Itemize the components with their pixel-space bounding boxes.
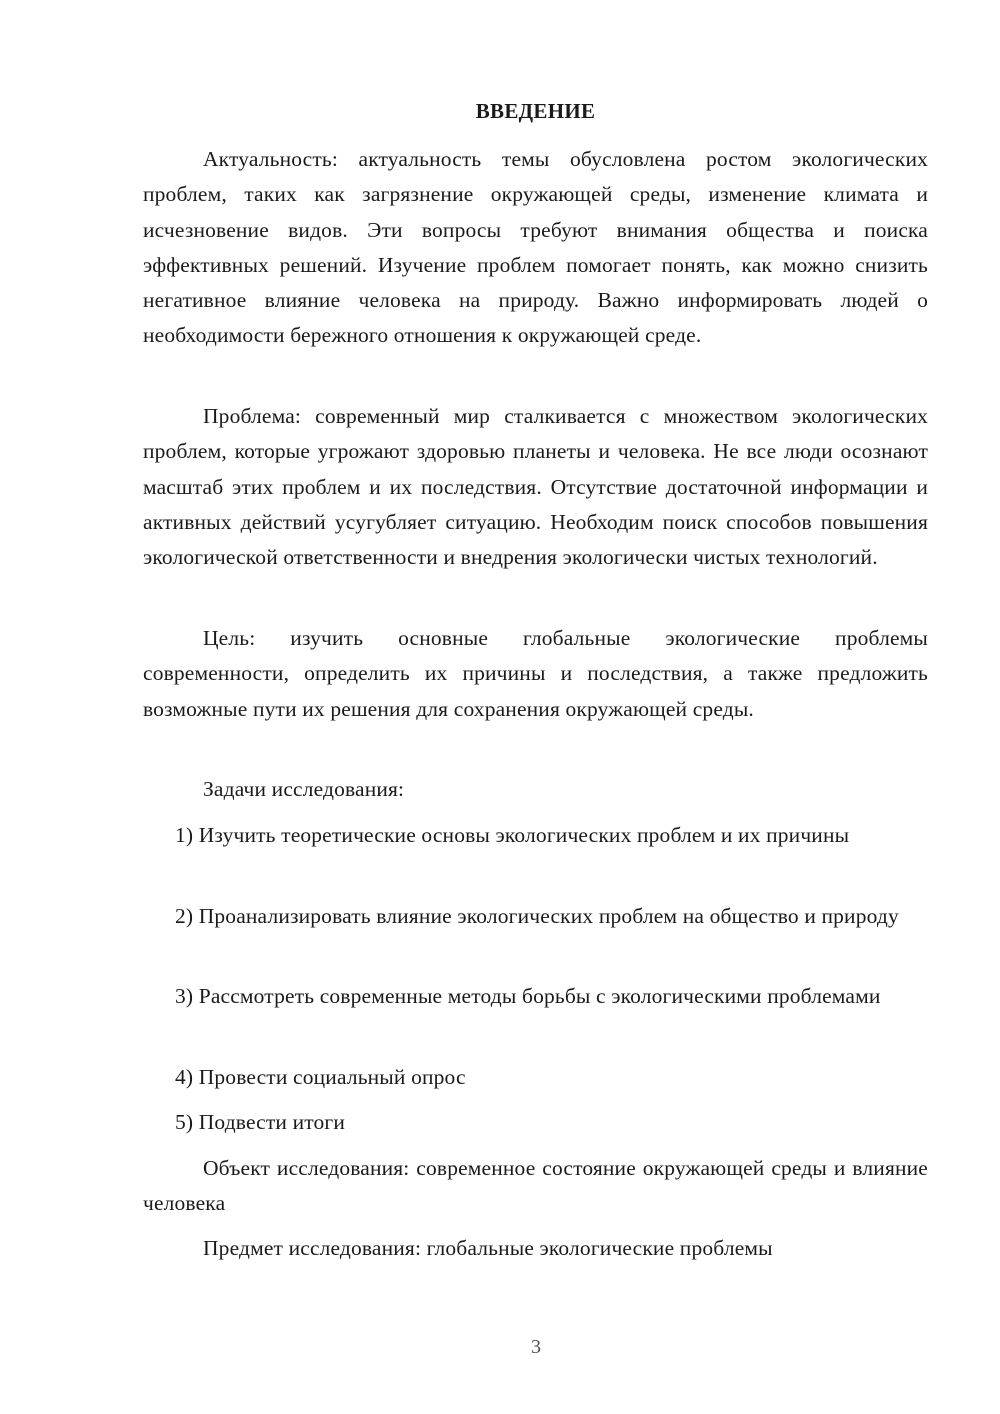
tasks-heading: Задачи исследования: (203, 777, 405, 801)
subject-paragraph: Предмет исследования: глобальные экологические проблемы (203, 1236, 773, 1260)
task-item-4: 4) Провести социальный опрос (175, 1065, 466, 1089)
page-number: 3 (531, 1336, 541, 1358)
problem-paragraph: Проблема: современный мир сталкивается с множеством экологических проблем, которые угрожают здоровью планеты и человека. Не все люди осознают масштаб этих проблем и их последствия. Отсутствие достаточной информации и активных действий усугубляет ситуацию. Необходим поиск способов повышения экологической ответственности и внедрения экологически чистых технологий. (143, 404, 928, 570)
object-paragraph: Объект исследования: современное состояние окружающей среды и влияние человека (143, 1156, 928, 1216)
task-item-3: 3) Рассмотреть современные методы борьбы с экологическими проблемами (175, 984, 881, 1008)
task-item-5: 5) Подвести итоги (175, 1110, 346, 1134)
goal-paragraph: Цель: изучить основные глобальные экологические проблемы современности, определить их причины и последствия, а также предложить возможные пути их решения для сохранения окружающей среды. (143, 626, 928, 721)
relevance-paragraph: Актуальность: актуальность темы обусловлена ростом экологических проблем, таких как загрязнение окружающей среды, изменение климата и исчезновение видов. Эти вопросы требуют внимания общества и поиска эффективных решений. Изучение проблем помогает понять, как можно снизить негативное влияние человека на природу. Важно информировать людей о необходимости бережного отношения к окружающей среде. (143, 147, 928, 348)
task-item-2: 2) Проанализировать влияние экологических проблем на общество и природу (175, 904, 899, 928)
task-item-1: 1) Изучить теоретические основы экологических проблем и их причины (175, 823, 850, 847)
section-heading: ВВЕДЕНИЕ (475, 99, 596, 123)
